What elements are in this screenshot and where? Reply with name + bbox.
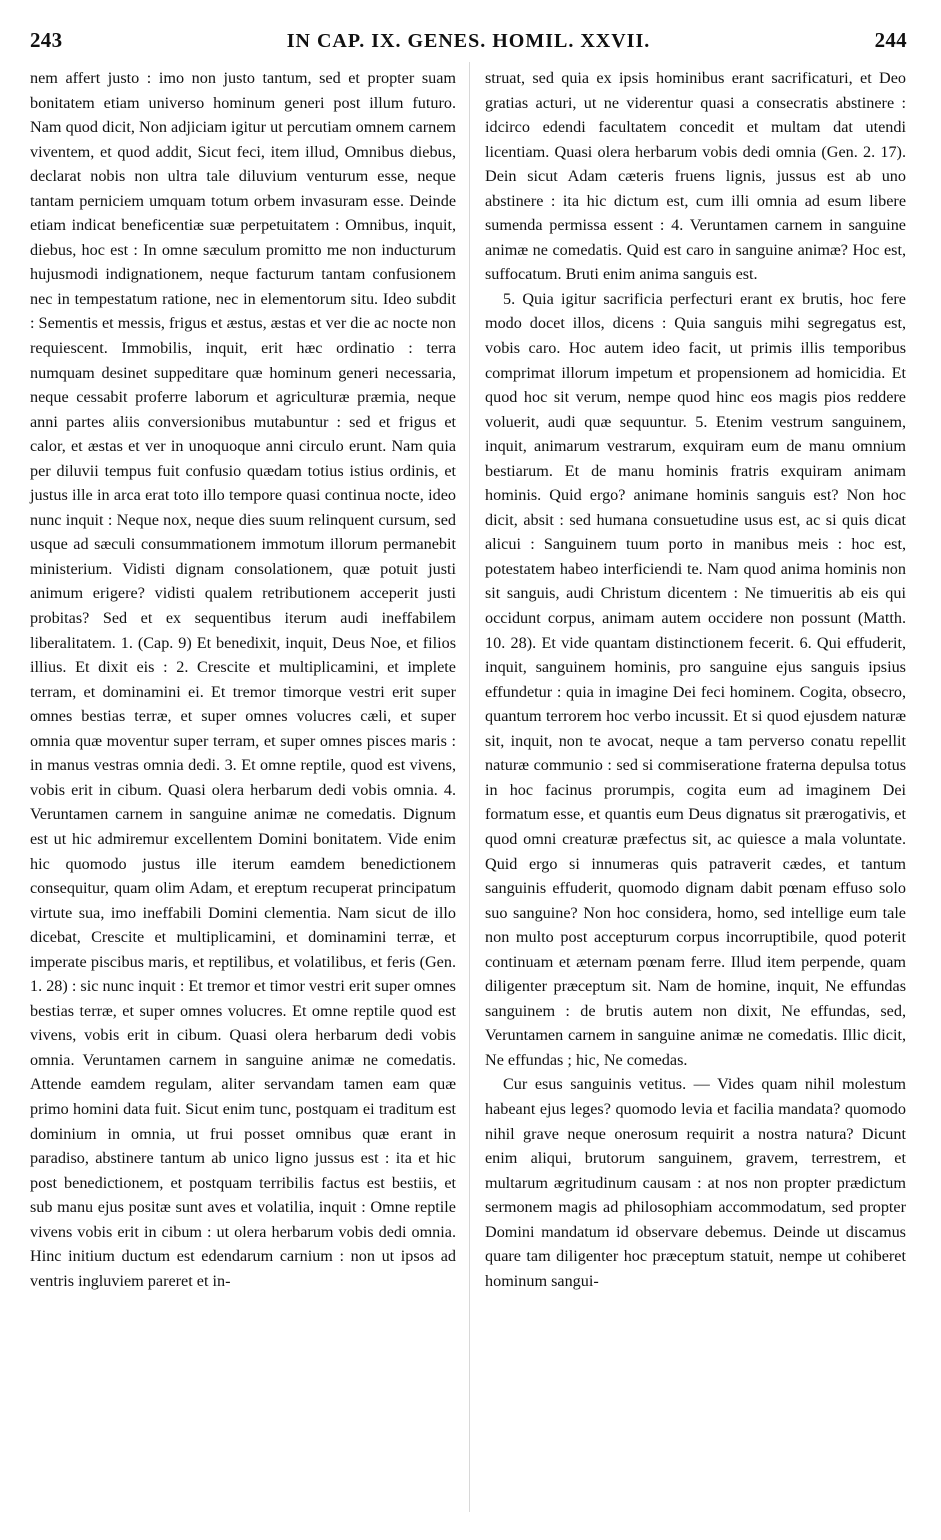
page-number: 243 bbox=[30, 28, 63, 52]
left-column bbox=[30, 66, 456, 1293]
paragraph: Cur esus sanguinis vetitus. — Vides quam nihil molestum habeant ejus leges? quomodo levia et facilia mandata? quomodo nihil grave neque onerosum requirit a nostra natura? Dicunt enim aliqui, brutorum sanguinem, gravem, terrestrem, et multarum ægritudinum causam : at nos non propter prædictum sermonem magis ad philosophiam accommodatum, sed propter Domini mandatum id observare debemus. Deinde ut discamus quare tam diligenter hoc præceptum statuit, nempe ut cohiberet hominum sangui- bbox=[485, 1075, 906, 1290]
column-divider bbox=[469, 62, 470, 1512]
paragraph: nem affert justo : imo non justo tantum, sed et propter suam bonitatem etiam universo hominum generi post illum futuro. Nam quod dicit, Non adjiciam igitur ut percutiam omnem carnem viventem, et quod addit, Sicut feci, item illud, Omnibus diebus, declarat nobis non ultra tale diluvium venturum esse, neque tantam perniciem umquam totum orbem invasuram esse. Deinde etiam indicat beneficentiæ suæ perpetuitatem : Omnibus, inquit, diebus, hoc est : In omne sæculum promitto me non inducturum hujusmodi indignationem, neque facturum tantam confusionem nec in tempestatum ratione, nec in elementorum situ. Ideo subdit : Sementis et messis, frigus et æstus, æstas et ver die ac nocte non requiescent. Immobilis, inquit, erit hæc ordinatio : terra numquam desinet suppeditare quæ hominum generi necessaria, neque cessabit proferre laborum et agriculturæ præmia, neque anni partes aliis conversionibus mutabuntur : sed et frigus et calor, et æstas et ver in unoquoque anni circulo erunt. Nam quia per diluvii tempus fuit confusio quædam totius istius ordinis, et justus ille in arca erat toto illo tempore quasi continua nocte, ideo nunc inquit : Neque nox, neque dies suum relinquent cursum, sed usque ad sæculi consummationem immotum illorum permanebit ministerium. Vidisti dignam consolationem, quæ potuit justi animum erigere? vidisti qualem retributionem acceperit justi probitas? Sed et ex sequentibus iterum audi ineffabilem liberalitatem. 1. (Cap. 9) Et benedixit, inquit, Deus Noe, et filios illius. Et dixit eis : 2. Crescite et multiplicamini, et implete terram, et dominamini ei. Et tremor timorque vestri erit super omnes bestias terræ, et super omnes volucres cæli, et super omnia quæ moventur super terram, et super omnes pisces maris : in manus vestras omnia dedi. 3. Et omne reptile, quod est vivens, vobis erit in cibum. Quasi olera herbarum dedi vobis omnia. 4. Veruntamen carnem in sanguine animæ ne comedatis. Dignum est ut hic admiremur excellentem Domini bonitatem. Vide enim hic quomodo justus ille iterum eamdem benedictionem consequitur, quam olim Adam, et ereptum recuperat principatum virtute sua, imo ineffabili Domini clementia. Nam sicut de illo dicebat, Crescite et multiplicamini, et dominamini terræ, et imperate piscibus maris, et reptilibus, et volatilibus, et feris (Gen. 1. 28) : sic nunc inquit : Et tremor et timor vestri erit super omnes bestias terræ, et super omnes volucres. Et omne reptile quod est vivens, vobis erit in cibum. Quasi olera herbarum dedi vobis omnia. Veruntamen carnem in sanguine animæ ne comedatis. Attende eamdem regulam, aliter servandam tamen eam quæ primo homini data fuit. Sicut enim tunc, postquam ei traditum est dominium in omnia, ut frui posset omnibus quæ erant in paradiso, abstinere tantum ab unico ligno jussus est : ita et hic post benedictionem, et postquam terribilis factus est bestiis, et sub manu ejus positæ sunt aves et volatilia, inquit : Omne reptile vivens vobis erit in cibum : ut olera herbarum vobis dedi omnia. Hinc initium ductum est edendarum carnium : non ut ipsos ad ventris ingluviem pareret et in- bbox=[30, 69, 456, 1290]
running-header bbox=[30, 28, 907, 58]
column-number: 244 bbox=[874, 28, 907, 52]
running-title: IN CAP. IX. GENES. HOMIL. XXVII. bbox=[286, 30, 651, 52]
paragraph: struat, sed quia ex ipsis hominibus erant sacrificaturi, et Deo gratias acturi, ut ne viderentur quasi a consecratis abstinere : idcirco edendi facultatem concedit et multam dat utendi licentiam. Quasi olera herbarum vobis dedi omnia (Gen. 2. 17). Dein sicut Adam cæteris fruens lignis, jussus est ab uno abstinere : ita hic dictum est, cum illi omnia ad esum libere sumenda permissa essent : 4. Veruntamen carnem in sanguine animæ ne comedatis. Quid est caro in sanguine animæ? Hoc est, suffocatum. Bruti enim anima sanguis est. bbox=[485, 69, 906, 284]
paragraph: 5. Quia igitur sacrificia perfecturi erant ex brutis, hoc fere modo docet illos, dicens : Quia sanguis mihi segregatus est, vobis caro. Hoc autem ideo facit, ut primis illis temporibus comprimat illorum impetum et propensionem ad homicidia. Et quod hoc sit verum, nempe quod hinc eos magis pios reddere voluerit, audi quæ sequuntur. 5. Etenim vestrum sanguinem, inquit, animarum vestrarum, exquiram eum de manu omnium bestiarum. Et de manu hominis fratris exquiram animam hominis. Quid ergo? animane hominis sanguis est? Non hoc dicit, absit : sed humana consuetudine usus est, ac si quis dicat alicui : Sanguinem tuum porto in manibus meis : hoc est, potestatem habeo interficiendi te. Nam quod anima hominis non sit sanguis, audi Christum dicentem : Ne timueritis ab eis qui occidunt corpus, animam autem occidere non possunt (Matth. 10. 28). Et vide quantam distinctionem fecerit. 6. Qui effuderit, inquit, sanguinem hominis, pro sanguine ejus sanguis ipsius effundetur : quia in imagine Dei feci hominem. Cogita, obsecro, quantum terrorem hoc verbo incussit. Et si quod ejusdem naturæ sit, inquit, non te avocat, neque a tam perverso conatu repellit naturæ communio : sed si commiseratione fraterna depulsa totus in hoc facinus prorumpis, cogita eum ad imaginem Dei formatum esse, et quantis eum Deus dignatus sit prærogativis, et quod omni creaturæ præfectus sit, ac quiesce a mala voluntate. Quid ergo si innumeras quis patraverit cædes, et tantum sanguinis effuderit, quomodo dignam dabit pœnam effuso solo suo sanguine? Non hoc considera, homo, sed intellige eum tale non multo post accepturum corpus incorruptibile, quod poterit continuam et æternam pœnam ferre. Illud item perpende, quam diligenter præceptum sit. Nam de homine, inquit, Ne effundas sanguinem : de brutis autem non dixit, Ne effundas, sed, Veruntamen carnem in sanguine animæ ne comedatis. Illic dicit, Ne effundas ; hic, Ne comedas. bbox=[485, 289, 906, 1069]
right-column bbox=[485, 66, 906, 1293]
